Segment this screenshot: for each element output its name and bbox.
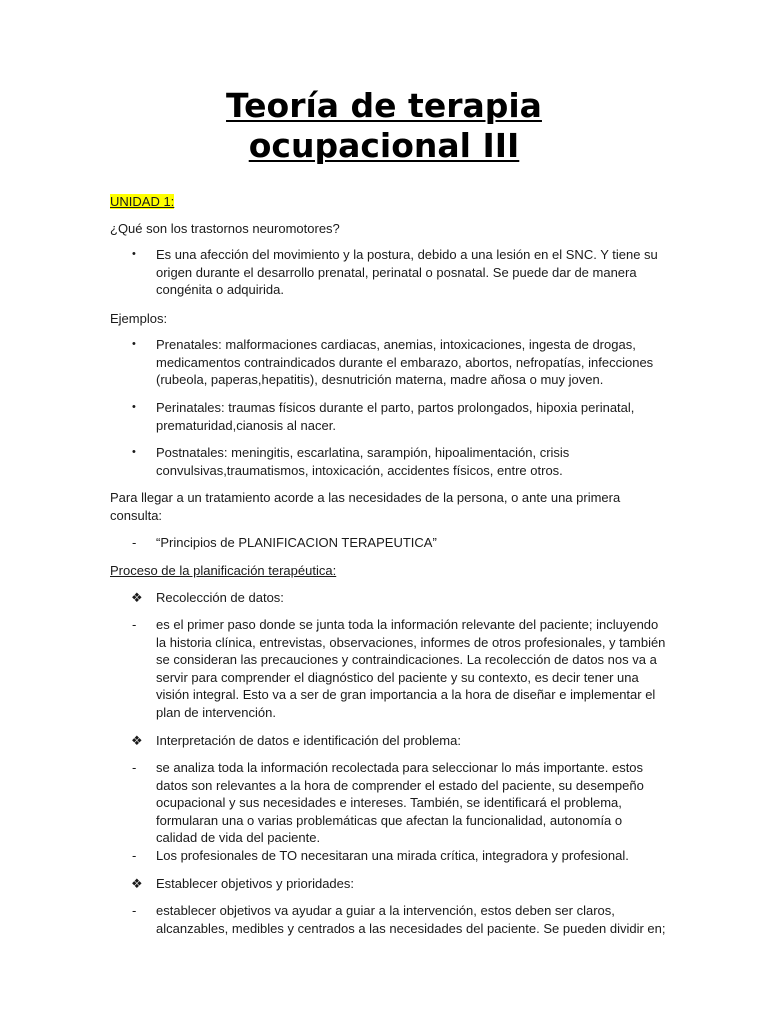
bullet-marker: •: [132, 446, 136, 458]
step-1-description-text: es el primer paso donde se junta toda la información relevante del paciente; incluyendo la historia clínica, entrevistas, observaciones, informes de otros profesionales, y también se consideran las precauciones y contraindicaciones. La recolección de datos nos va a servir para comprender el diagnóstico del paciente y su contexto, es decir tener una visión integral. Esto va a ser de gran importancia a la hora de diseñar e implementar el plan de intervención.: [156, 617, 666, 720]
title-line-1: Teoría de terapia: [226, 86, 542, 125]
dash-marker: -: [132, 848, 137, 863]
treatment-intro: Para llegar a un tratamiento acorde a las necesidades de la persona, o ante una primera consulta:: [110, 490, 621, 523]
dash-marker: -: [132, 760, 137, 775]
step-2-title-text: Interpretación de datos e identificación del problema:: [156, 733, 461, 748]
unit-heading: [110, 193, 670, 211]
step-3-title-text: Establecer objetivos y prioridades:: [156, 876, 354, 891]
process-heading: [110, 562, 670, 580]
title-line-2: ocupacional III: [248, 126, 520, 165]
bullet-marker: •: [132, 338, 136, 350]
step-3-description-text: establecer objetivos va ayudar a guiar a la intervención, estos deben ser claros, alcanzables, medibles y centrados a las necesidades del paciente. Se pueden dividir en;: [156, 903, 666, 936]
diamond-marker: ❖: [131, 590, 143, 605]
document-title: [0, 86, 768, 166]
example-prenatal-text: Prenatales: malformaciones cardiacas, anemias, intoxicaciones, ingesta de drogas, medicamentos contraindicados durante el embarazo, abortos, nefropatías, infecciones (rubeola, paperas,hepatitis), desnutrición materna, madre añosa o muy joven.: [156, 337, 654, 387]
step-2-note-text: Los profesionales de TO necesitaran una mirada crítica, integradora y profesional.: [156, 848, 629, 863]
bullet-marker: •: [132, 248, 136, 260]
bullet-marker: •: [132, 401, 136, 413]
step-1-title-text: Recolección de datos:: [156, 590, 284, 605]
examples-label: Ejemplos:: [110, 311, 168, 326]
question-paragraph: ¿Qué son los trastornos neuromotores?: [110, 221, 340, 236]
principles-text: “Principios de PLANIFICACION TERAPEUTICA”: [156, 535, 437, 550]
unit-heading-text: UNIDAD 1:: [110, 194, 175, 209]
diamond-marker: ❖: [131, 876, 143, 891]
dash-marker: -: [132, 617, 137, 632]
diamond-marker: ❖: [131, 733, 143, 748]
dash-marker: -: [132, 535, 137, 550]
process-heading-text: Proceso de la planificación terapéutica:: [110, 563, 337, 578]
definition-text: Es una afección del movimiento y la postura, debido a una lesión en el SNC. Y tiene su origen durante el desarrollo prenatal, perinatal o posnatal. Se puede dar de manera congénita o adquirida.: [156, 247, 658, 297]
example-perinatal-text: Perinatales: traumas físicos durante el parto, partos prolongados, hipoxia perinatal, prematuridad,cianosis al nacer.: [156, 400, 635, 433]
dash-marker: -: [132, 903, 137, 918]
example-postnatal-text: Postnatales: meningitis, escarlatina, sarampión, hipoalimentación, crisis convulsivas,traumatismos, intoxicación, accidentes físicos, entre otros.: [156, 445, 570, 478]
step-2-description-text: se analiza toda la información recolectada para seleccionar lo más importante. estos datos son relevantes a la hora de comprender el estado del paciente, su desempeño ocupacional y sus necesidades e intereses. También, se identificará el problema, formularan una o varias problemáticas que afectan la funcionalidad, autonomía o calidad de vida del paciente.: [156, 760, 644, 845]
